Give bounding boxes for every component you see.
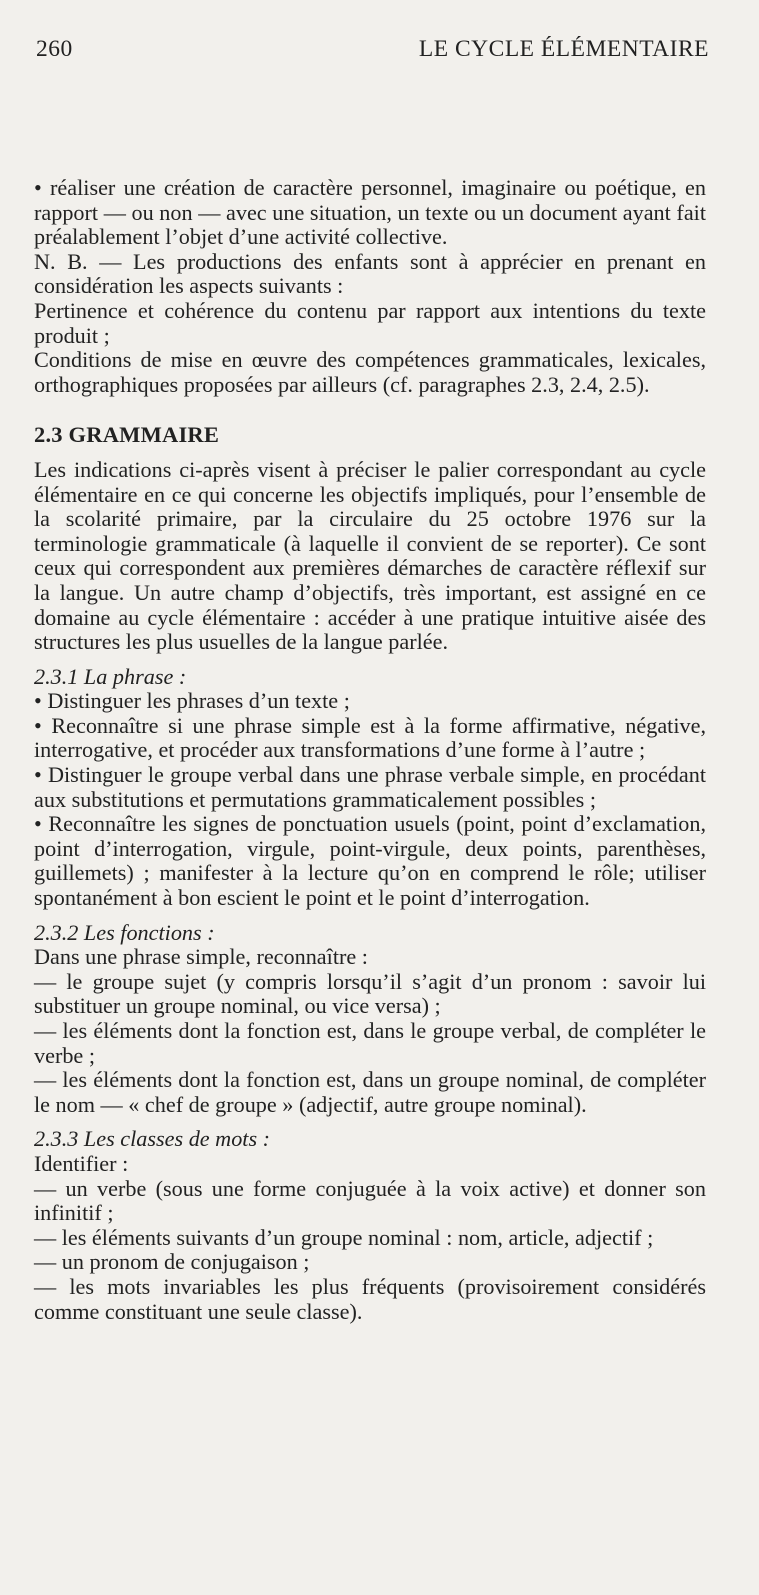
paragraph-creation: • réaliser une création de caractère personnel, imaginaire ou poétique, en rapport — ou non — avec une situation, un texte ou un document ayant fait préalablement l’objet d’une activité collective.: [34, 175, 706, 250]
list-item: • Reconnaître les signes de ponctuation usuels (point, point d’exclamation, point d’interrogation, virgule, point-virgule, deux points, parenthèses, guillemets) ; manifester à la lecture qu’on en comprend le rôle; utiliser spontanément à bon escient le point et le point d’interrogation.: [34, 811, 706, 911]
page-number: 260: [36, 36, 73, 62]
list-item: — un pronom de conjugaison ;: [34, 1249, 310, 1275]
section-heading: 2.3 GRAMMAIRE: [34, 422, 220, 448]
subsection-title-phrase: 2.3.1 La phrase :: [34, 663, 187, 689]
subsection-title-fonctions: 2.3.2 Les fonctions :: [34, 919, 215, 945]
page-header: [36, 36, 709, 68]
list-item: — les éléments dont la fonction est, dans un groupe nominal, de compléter le nom — « chef de groupe » (adjectif, autre groupe nominal).: [34, 1067, 706, 1117]
list-item: — les mots invariables les plus fréquents (provisoirement considérés comme constituant une seule classe).: [34, 1273, 706, 1324]
paragraph-pertinence: Pertinence et cohérence du contenu par rapport aux intentions du texte produit ;: [34, 297, 706, 348]
subsection-lead: Identifier :: [34, 1150, 129, 1176]
section-intro: Les indications ci-après visent à préciser le palier correspondant au cycle élémentaire en ce qui concerne les objectifs impliqués, pour l’ensemble de la scolarité primaire, par la circulaire du 25 octobre 1976 sur la terminologie grammaticale (à laquelle il convient de se reporter). Ce sont ceux qui correspondent aux premières démarches de caractère réflexif sur la langue. Un autre champ d’objectifs, très important, est assigné en ce domaine au cycle élémentaire : accéder à une pratique intuitive aisée des structures les plus usuelles de la langue parlée.: [34, 456, 706, 655]
list-item: — les éléments suivants d’un groupe nominal : nom, article, adjectif ;: [34, 1224, 654, 1250]
paragraph-nb: N. B. — Les productions des enfants sont à apprécier en prenant en considération les aspects suivants :: [34, 248, 706, 299]
list-item: — le groupe sujet (y compris lorsqu’il s’agit d’un pronom : savoir lui substituer un groupe nominal, ou vice versa) ;: [34, 968, 706, 1019]
list-item: — les éléments dont la fonction est, dans le groupe verbal, de compléter le verbe ;: [34, 1018, 706, 1068]
subsection-title-classes: 2.3.3 Les classes de mots :: [34, 1126, 271, 1152]
page-body: [34, 176, 706, 1324]
subsection-lead: Dans une phrase simple, reconnaître :: [34, 944, 368, 970]
list-item: — un verbe (sous une forme conjuguée à la voix active) et donner son infinitif ;: [34, 1175, 706, 1226]
list-item: • Distinguer le groupe verbal dans une phrase verbale simple, en procédant aux substitutions et permutations grammaticalement possibles ;: [34, 762, 706, 812]
list-item: • Distinguer les phrases d’un texte ;: [34, 688, 350, 714]
running-title: LE CYCLE ÉLÉMENTAIRE: [418, 36, 709, 62]
paragraph-conditions: Conditions de mise en œuvre des compétences grammaticales, lexicales, orthographiques proposées par ailleurs (cf. paragraphes 2.3, 2.4, 2.5).: [34, 347, 706, 397]
list-item: • Reconnaître si une phrase simple est à la forme affirmative, négative, interrogative, et procéder aux transformations d’une forme à l’autre ;: [34, 712, 706, 763]
